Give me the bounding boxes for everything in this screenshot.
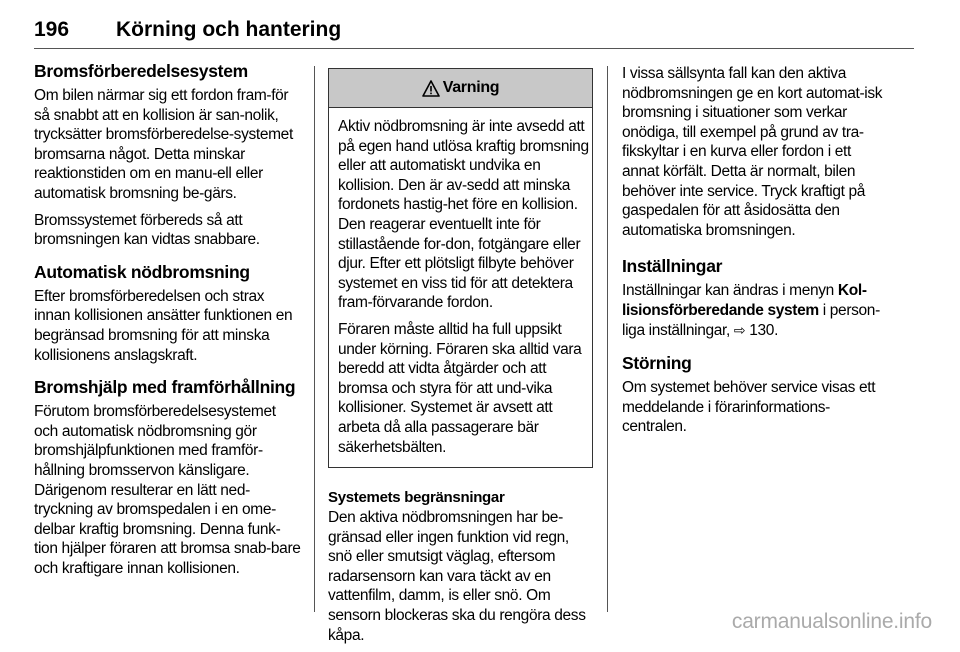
paragraph: Den aktiva nödbromsningen har be-gränsad eller ingen funktion vid regn, snö eller smutsigt väglag, eftersom radarsensorn kan vara täckt av en vattenfilm, damm, is eller snö. Om sensorn blockeras ska du rengöra dess kåpa. xyxy=(328,509,586,644)
menu-name: Kol-lisionsförberedande system xyxy=(622,282,867,319)
paragraph: Om bilen närmar sig ett fordon fram-för så snabbt att en kollision är san-nolik, trycksätter bromsförberedelse-systemet bromsarna något. Detta minskar reaktionstiden om en manu-ell eller automatisk bromsning be-gärs. xyxy=(34,87,293,202)
warning-body xyxy=(329,108,592,467)
paragraph: Om systemet behöver service visas ett meddelande i förarinformations-centralen. xyxy=(622,379,876,436)
section-fault xyxy=(622,352,890,437)
page-number: 196 xyxy=(34,18,70,41)
section-heading: Bromshjälp med framförhållning xyxy=(34,377,296,398)
paragraph: Efter bromsförberedelsen och strax innan kollisionen ansätter funktionen en begränsad bromsning för att minska kollisionens anslagskraft. xyxy=(34,287,293,364)
sub-heading: Systemets begränsningar xyxy=(328,489,505,507)
paragraph: Förutom bromsförberedelsesystemet och automatisk nödbromsning gör bromshjälpfunktionen med framför-hållning bromsservon känsligare. Därigenom resulterar en lätt ned-tryckning av bromspedalen i en ome-delbar kraftig bromsning. Denna funk-tion hjälper föraren att bromsa snab-bare och kraftigare innan kollisionen. xyxy=(34,403,301,577)
section-settings xyxy=(622,255,890,341)
page-title: Körning och hantering xyxy=(116,18,342,41)
section-heading: Inställningar xyxy=(622,256,723,277)
column-middle xyxy=(328,68,593,652)
column-divider-2 xyxy=(607,66,608,612)
page-header xyxy=(34,14,914,50)
page-reference: 130. xyxy=(745,321,779,339)
header-rule xyxy=(34,48,914,49)
warning-triangle-icon xyxy=(422,80,440,97)
paragraph: I vissa sällsynta fall kan den aktiva nödbromsningen ge en kort automat-isk bromsning i situationer som verkar onödiga, till exempel på grund av tra-fikskyltar i en kurva eller fordon i ett annat körfält. Detta är normalt, bilen behöver inte service. Tryck kraftigt på gaspedalen för att åsidosätta den automatiska bromsningen. xyxy=(622,65,883,239)
section-system-limitations xyxy=(328,488,593,645)
watermark: carmanualsonline.info xyxy=(731,610,932,633)
warning-box xyxy=(328,68,593,468)
warning-title: Varning xyxy=(442,79,500,96)
column-left xyxy=(34,60,302,589)
paragraph: Aktiv nödbromsning är inte avsedd att på egen hand utlösa kraftig bromsning eller att automatiskt undvika en kollision. Den är av-sedd att minska fordonets hastig-het före en kollision. Den reagerar eventuellt inte för stillastående for-don, fotgängare eller djur. Efter ett plötsligt filbyte behöver systemet en viss tid för att detektera fram-förvarande fordon. xyxy=(338,118,589,312)
section-brake-preparation xyxy=(34,60,302,250)
paragraph xyxy=(622,281,890,341)
section-auto-emergency-braking xyxy=(34,261,302,365)
section-heading: Automatisk nödbromsning xyxy=(34,261,250,282)
column-right xyxy=(622,64,890,448)
paragraph: Föraren måste alltid ha full uppsikt under körning. Föraren ska alltid vara beredd att vidta åtgärder och att bromsa och styra för att und-vika kollisioner. Systemet är avsett att arbeta då alla passagerare bär säkerhetsbälten. xyxy=(338,320,582,456)
section-heading: Störning xyxy=(622,353,692,374)
warning-header xyxy=(329,69,592,108)
text-run: i person-liga inställningar, xyxy=(622,301,880,339)
paragraph: Bromssystemet förbereds så att bromsningen kan vidtas snabbare. xyxy=(34,211,260,249)
section-brake-assist xyxy=(34,376,302,578)
text-run: Inställningar kan ändras i menyn xyxy=(622,282,838,300)
column-divider-1 xyxy=(314,66,315,612)
section-heading: Bromsförberedelsesystem xyxy=(34,61,248,81)
page-reference-arrow-icon: ⇨ xyxy=(733,322,746,339)
